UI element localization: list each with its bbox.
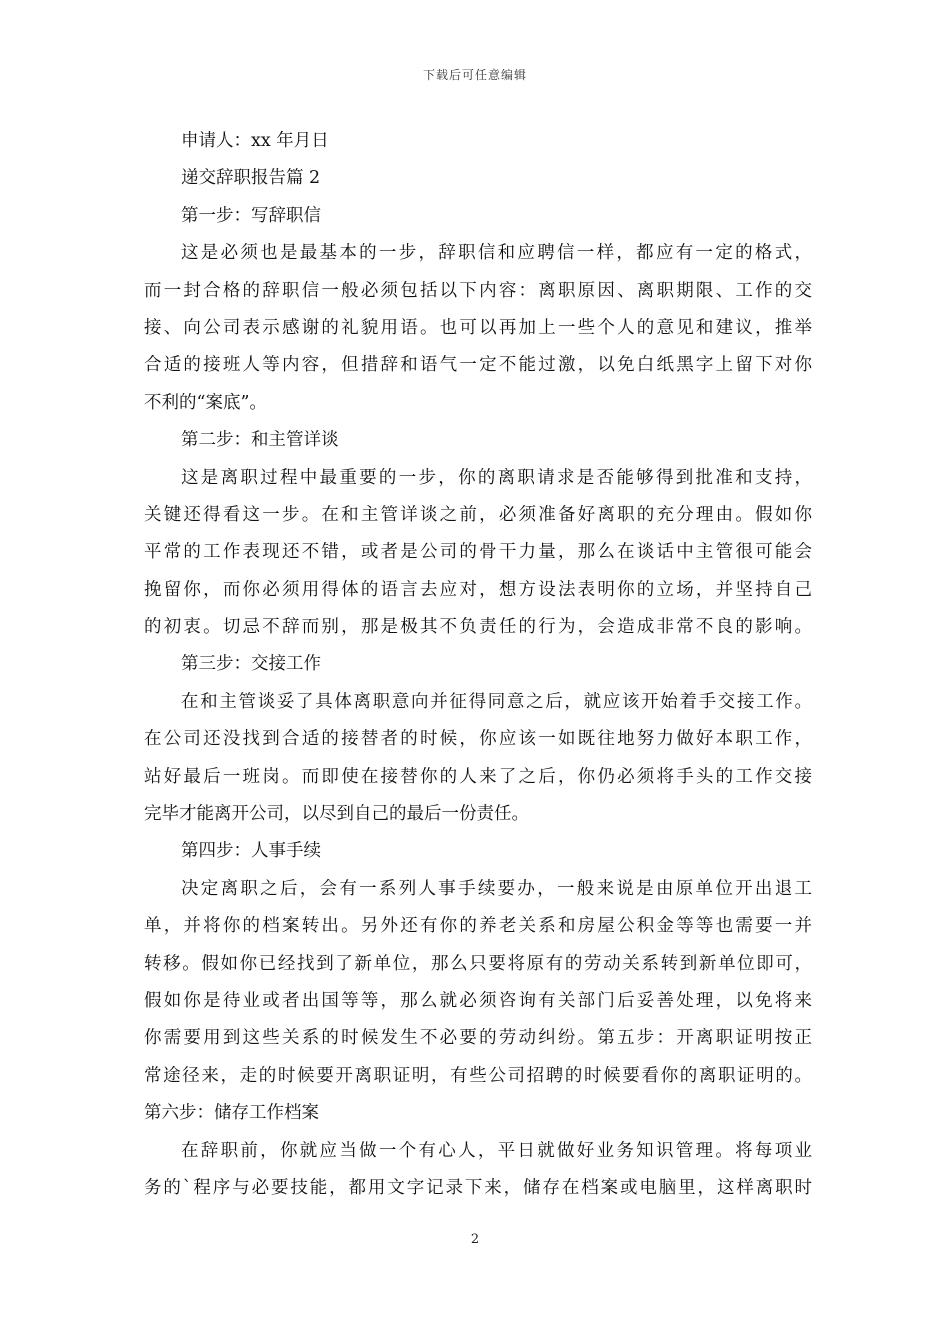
text-line: 决定离职之后，会有一系列人事手续要办，一般来说是由原单位开出退工 — [181, 878, 812, 899]
text-line: 第四步：人事手续 — [181, 841, 321, 862]
text-line: 第一步：写辞职信 — [181, 205, 321, 226]
page-number: 2 — [470, 1232, 480, 1247]
document-body — [144, 123, 812, 1207]
text-line: 转移。假如你已经找到了新单位，那么只要将原有的劳动关系转到新单位即可， — [144, 953, 812, 974]
text-line: 递交辞职报告篇 2 — [181, 168, 321, 189]
page-header: 下载后可任意编辑 — [422, 68, 527, 82]
text-line: 第二步：和主管详谈 — [181, 430, 339, 451]
text-line: 站好最后一班岗。而即使在接替你的人来了之后，你仍必须将手头的工作交接 — [144, 766, 812, 787]
text-line: 不利的“案底”。 — [144, 392, 267, 413]
text-line: 在公司还没找到合适的接替者的时候，你应该一如既往地努力做好本职工作， — [144, 729, 812, 750]
text-line: 平常的工作表现还不错，或者是公司的骨干力量，那么在谈话中主管很可能会 — [144, 542, 812, 563]
text-line: 这是离职过程中最重要的一步，你的离职请求是否能够得到批准和支持， — [181, 467, 812, 488]
text-line: 关键还得看这一步。在和主管详谈之前，必须准备好离职的充分理由。假如你 — [144, 504, 812, 525]
text-line: 在和主管谈妥了具体离职意向并征得同意之后，就应该开始着手交接工作。 — [181, 691, 812, 712]
text-line: 你需要用到这些关系的时候发生不必要的劳动纠纷。第五步：开离职证明按正 — [144, 1028, 812, 1049]
text-line: 这是必须也是最基本的一步，辞职信和应聘信一样，都应有一定的格式， — [181, 243, 812, 264]
text-line: 而一封合格的辞职信一般必须包括以下内容：离职原因、离职期限、工作的交 — [144, 280, 812, 301]
text-line: 第三步：交接工作 — [181, 654, 321, 675]
text-line: 在辞职前，你就应当做一个有心人，平日就做好业务知识管理。将每项业 — [181, 1140, 812, 1161]
text-line: 完毕才能离开公司，以尽到自己的最后一份责任。 — [144, 804, 529, 825]
text-line: 常途径来，走的时候要开离职证明，有些公司招聘的时候要看你的离职证明的。 — [144, 1065, 812, 1086]
text-line: 接、向公司表示感谢的礼貌用语。也可以再加上一些个人的意见和建议，推举 — [144, 317, 812, 338]
text-line: 单，并将你的档案转出。另外还有你的养老关系和房屋公积金等等也需要一并 — [144, 916, 812, 937]
text-line: 务的`程序与必要技能，都用文字记录下来，储存在档案或电脑里，这样离职时 — [144, 1177, 812, 1198]
text-line: 假如你是待业或者出国等等，那么就必须咨询有关部门后妥善处理，以免将来 — [144, 990, 812, 1011]
text-line: 的初衷。切忌不辞而别，那是极其不负责任的行为，会造成非常不良的影响。 — [144, 617, 812, 638]
text-line: 挽留你，而你必须用得体的语言去应对，想方设法表明你的立场，并坚持自己 — [144, 579, 812, 600]
text-line: 合适的接班人等内容，但措辞和语气一定不能过激，以免白纸黑字上留下对你 — [144, 355, 812, 376]
text-line: 第六步：储存工作档案 — [144, 1103, 319, 1124]
text-line: 申请人：xx 年月日 — [181, 131, 329, 151]
